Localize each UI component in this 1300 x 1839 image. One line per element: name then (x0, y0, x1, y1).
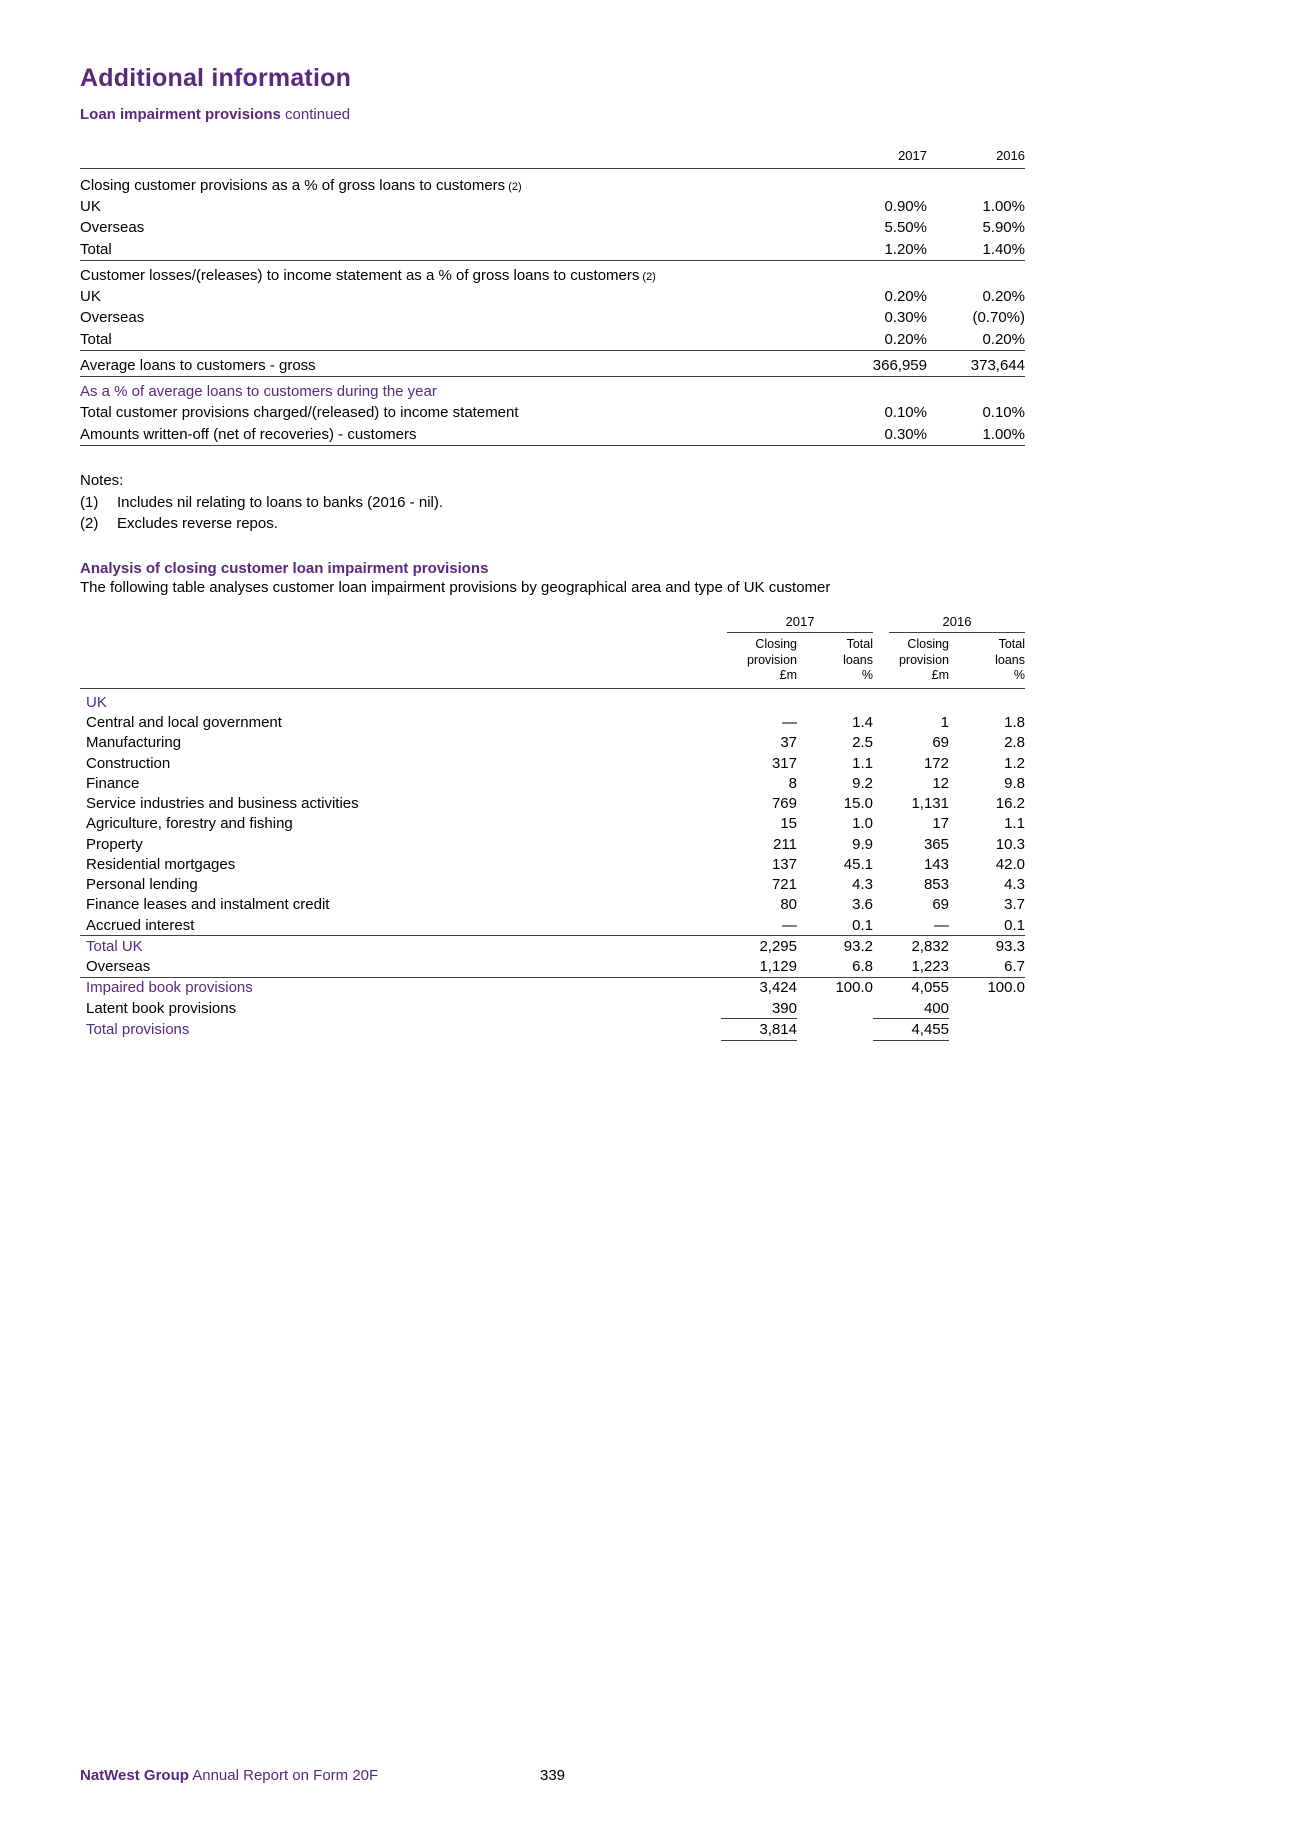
impaired-book-row (80, 977, 1025, 998)
note-item (80, 492, 1025, 513)
note-reference: (2) (508, 180, 522, 193)
row-value: 0.20% (982, 330, 1025, 348)
table-row (80, 239, 1025, 261)
table-section-row (80, 688, 1025, 712)
col-header (949, 635, 1025, 688)
loan-impairment-summary-table (80, 147, 1025, 446)
table-row (80, 915, 1025, 936)
row-value (949, 1019, 1025, 1040)
col-header-line: £m (779, 668, 797, 683)
row-value: 4.3 (1004, 876, 1025, 893)
row-value: 1,129 (759, 958, 797, 975)
row-label: Latent book provisions (86, 1000, 237, 1017)
row-value: 6.7 (1004, 958, 1025, 975)
note-item (80, 513, 1025, 534)
table-row (80, 814, 1025, 834)
col-header-line: Total (846, 636, 873, 651)
notes-title: Notes: (80, 471, 124, 489)
row-value: 100.0 (797, 977, 873, 998)
row-value: 16.2 (995, 795, 1025, 812)
row-label: Total (80, 240, 112, 258)
subtitle-bold: Loan impairment provisions (80, 106, 281, 123)
col-header (797, 635, 873, 688)
row-value: (0.70%) (972, 309, 1025, 327)
table-row (80, 286, 1025, 307)
row-value: 1.1 (852, 754, 873, 772)
row-label: Central and local government (86, 714, 282, 731)
table-row (80, 834, 1025, 854)
row-label: Overseas (80, 309, 145, 327)
footer-brand: NatWest Group (80, 1767, 189, 1784)
row-value: 1.00% (982, 198, 1025, 216)
row-label: Service industries and business activities (86, 795, 359, 812)
row-value: 390 (721, 998, 797, 1019)
row-value: — (782, 714, 797, 731)
table-row (80, 350, 1025, 376)
subtitle-continued: continued (280, 106, 351, 123)
row-value: 366,959 (829, 350, 927, 376)
row-value: 3,814 (721, 1019, 797, 1040)
table-row (80, 307, 1025, 328)
group-header-row (80, 614, 1025, 635)
row-value: 17 (932, 815, 949, 833)
row-value: 4,055 (873, 977, 949, 998)
note-reference: (2) (642, 270, 656, 283)
notes-block (80, 472, 1025, 534)
row-value: 37 (780, 734, 797, 752)
row-label: UK (80, 198, 101, 216)
section-label: As a % of average loans to customers during the year (80, 377, 1025, 403)
row-value: 0.20% (982, 288, 1025, 306)
row-value: 1.2 (1004, 754, 1025, 772)
table-row (80, 713, 1025, 733)
row-value: 45.1 (843, 855, 873, 873)
row-value: 769 (771, 795, 797, 812)
group-2016-label: 2016 (889, 615, 1025, 633)
empty-header-cell (80, 614, 721, 635)
year-2017-header: 2017 (829, 147, 927, 168)
section-label-text: Closing customer provisions as a % of gross loans to customers (80, 176, 506, 194)
row-value: 1.8 (1004, 714, 1025, 731)
row-label: Manufacturing (86, 734, 182, 752)
row-value: 2,295 (721, 936, 797, 957)
row-value: 5.90% (982, 219, 1025, 237)
row-value: 12 (932, 774, 949, 792)
table-row (80, 794, 1025, 814)
row-value: 9.2 (852, 774, 873, 792)
col-header-line: Closing (907, 636, 949, 651)
row-value (797, 1019, 873, 1040)
row-value: 15 (780, 815, 797, 833)
col-header-line: £m (931, 668, 949, 683)
row-value: 853 (923, 876, 949, 893)
table-section-row (80, 260, 1025, 286)
footer-report-name: Annual Report on Form 20F (188, 1767, 379, 1784)
row-value: 3.6 (852, 896, 873, 914)
row-value: 2.5 (852, 734, 873, 752)
row-value: 317 (771, 754, 797, 772)
column-header-row (80, 635, 1025, 688)
table-section-row (80, 168, 1025, 196)
row-value: 100.0 (949, 977, 1025, 998)
row-value: 0.10% (982, 404, 1025, 422)
row-label: Property (86, 835, 143, 853)
row-value: 1,223 (911, 958, 949, 975)
col-header-line: loans (995, 652, 1025, 667)
row-value: 15.0 (843, 795, 873, 812)
table-row (80, 854, 1025, 874)
table-row (80, 733, 1025, 753)
row-value: 0.30% (884, 309, 927, 327)
section-label (80, 260, 1025, 286)
analysis-intro: The following table analyses customer loan impairment provisions by geographical area and type of UK customer (80, 578, 831, 596)
group-2016-cell (873, 614, 1025, 635)
row-value: 172 (923, 754, 949, 772)
table-row (80, 402, 1025, 423)
page-content (80, 64, 1025, 1041)
row-value: 93.3 (949, 936, 1025, 957)
table-row (80, 196, 1025, 217)
row-label: Total (80, 330, 112, 348)
row-value: 1.0 (852, 815, 873, 833)
row-value: 0.90% (884, 198, 927, 216)
row-label: Overseas (86, 958, 151, 975)
row-value: 0.30% (884, 425, 927, 443)
row-label: Agriculture, forestry and fishing (86, 815, 293, 833)
provisions-analysis-table (80, 614, 1025, 1041)
row-value: 0.20% (884, 288, 927, 306)
row-value: 6.8 (852, 958, 873, 975)
empty-header-cell (80, 147, 829, 168)
row-value: 0.1 (852, 916, 873, 934)
row-label: Finance (86, 774, 140, 792)
table-row (80, 957, 1025, 978)
row-value: 69 (932, 896, 949, 914)
row-value: 42.0 (995, 855, 1025, 873)
analysis-heading: Analysis of closing customer loan impairment provisions (80, 559, 489, 577)
section-label: UK (86, 693, 107, 711)
note-text: Includes nil relating to loans to banks (2016 - nil). (117, 493, 444, 511)
row-label: Construction (86, 754, 171, 772)
row-value: 400 (873, 998, 949, 1019)
row-label: Total customer provisions charged/(released) to income statement (80, 404, 519, 422)
row-value: 10.3 (995, 835, 1025, 853)
row-label: Impaired book provisions (80, 977, 721, 998)
row-value: 5.50% (884, 219, 927, 237)
row-value: 2,832 (873, 936, 949, 957)
row-label: Total UK (80, 936, 721, 957)
table-row (80, 753, 1025, 773)
row-value: 373,644 (927, 350, 1025, 376)
page-number: 339 (539, 1767, 566, 1784)
row-value: 93.2 (797, 936, 873, 957)
row-value: 4.3 (852, 876, 873, 893)
row-label: Overseas (80, 219, 145, 237)
year-2016-header: 2016 (927, 147, 1025, 168)
row-value: — (934, 916, 949, 934)
col-header-line: loans (843, 652, 873, 667)
row-value: 1,131 (911, 795, 949, 812)
row-value: 1.1 (1004, 815, 1025, 833)
footer-report-title (80, 1767, 378, 1784)
row-value (797, 998, 873, 1019)
note-text: Excludes reverse repos. (117, 514, 278, 532)
row-label: Finance leases and instalment credit (86, 896, 330, 914)
row-value (949, 998, 1025, 1019)
row-value: 69 (932, 734, 949, 752)
col-header (873, 635, 949, 688)
section-label-text: Customer losses/(releases) to income statement as a % of gross loans to customers (80, 266, 640, 284)
row-value: 143 (923, 855, 949, 873)
row-value: 3,424 (721, 977, 797, 998)
row-value: — (782, 916, 797, 934)
table-row (80, 875, 1025, 895)
row-value: 0.10% (884, 404, 927, 422)
row-value: 3.7 (1004, 896, 1025, 914)
table-row (80, 329, 1025, 351)
row-value: 1.40% (982, 240, 1025, 258)
row-label: Personal lending (86, 876, 198, 893)
row-value: 1.00% (982, 425, 1025, 443)
row-label: Average loans to customers - gross (80, 350, 829, 376)
row-value: 211 (773, 835, 797, 853)
row-value: 9.9 (852, 835, 873, 853)
col-header-line: % (1013, 668, 1025, 683)
col-header (721, 635, 797, 688)
row-value: 9.8 (1004, 774, 1025, 792)
row-value: 1.4 (852, 714, 873, 731)
empty-header-cell (80, 635, 721, 688)
table-row (80, 773, 1025, 793)
table-section-row (80, 377, 1025, 403)
row-value: 721 (771, 876, 797, 893)
total-uk-row (80, 936, 1025, 957)
page-title: Additional information (80, 64, 352, 92)
note-number: (1) (80, 493, 99, 511)
col-header-line: provision (898, 652, 949, 667)
row-label: Accrued interest (86, 916, 195, 934)
row-value: 365 (923, 835, 949, 853)
row-label: Residential mortgages (86, 855, 236, 873)
year-header-row (80, 147, 1025, 168)
table-row (80, 895, 1025, 915)
table-row (80, 424, 1025, 446)
row-value: 2.8 (1004, 734, 1025, 752)
col-header-line: provision (746, 652, 797, 667)
table-row (80, 217, 1025, 238)
group-2017-label: 2017 (727, 615, 873, 633)
row-value: 1.20% (884, 240, 927, 258)
total-provisions-row (80, 1019, 1025, 1040)
latent-book-row (80, 998, 1025, 1019)
group-2017-cell (721, 614, 873, 635)
row-value: 1 (940, 714, 949, 731)
row-value: 0.20% (884, 330, 927, 348)
row-label: Amounts written-off (net of recoveries) - customers (80, 425, 417, 443)
note-number: (2) (80, 514, 99, 532)
section-label (80, 168, 1025, 196)
row-value: 80 (780, 896, 797, 914)
col-header-line: Total (998, 636, 1025, 651)
row-value: 137 (771, 855, 797, 873)
col-header-line: % (861, 668, 873, 683)
row-value: 8 (788, 774, 797, 792)
col-header-line: Closing (755, 636, 797, 651)
row-label: UK (80, 288, 101, 306)
row-label: Total provisions (86, 1021, 190, 1039)
row-value: 4,455 (873, 1019, 949, 1040)
row-value: 0.1 (1004, 916, 1025, 934)
section-subtitle (80, 106, 1025, 123)
page-footer (80, 1767, 1025, 1784)
